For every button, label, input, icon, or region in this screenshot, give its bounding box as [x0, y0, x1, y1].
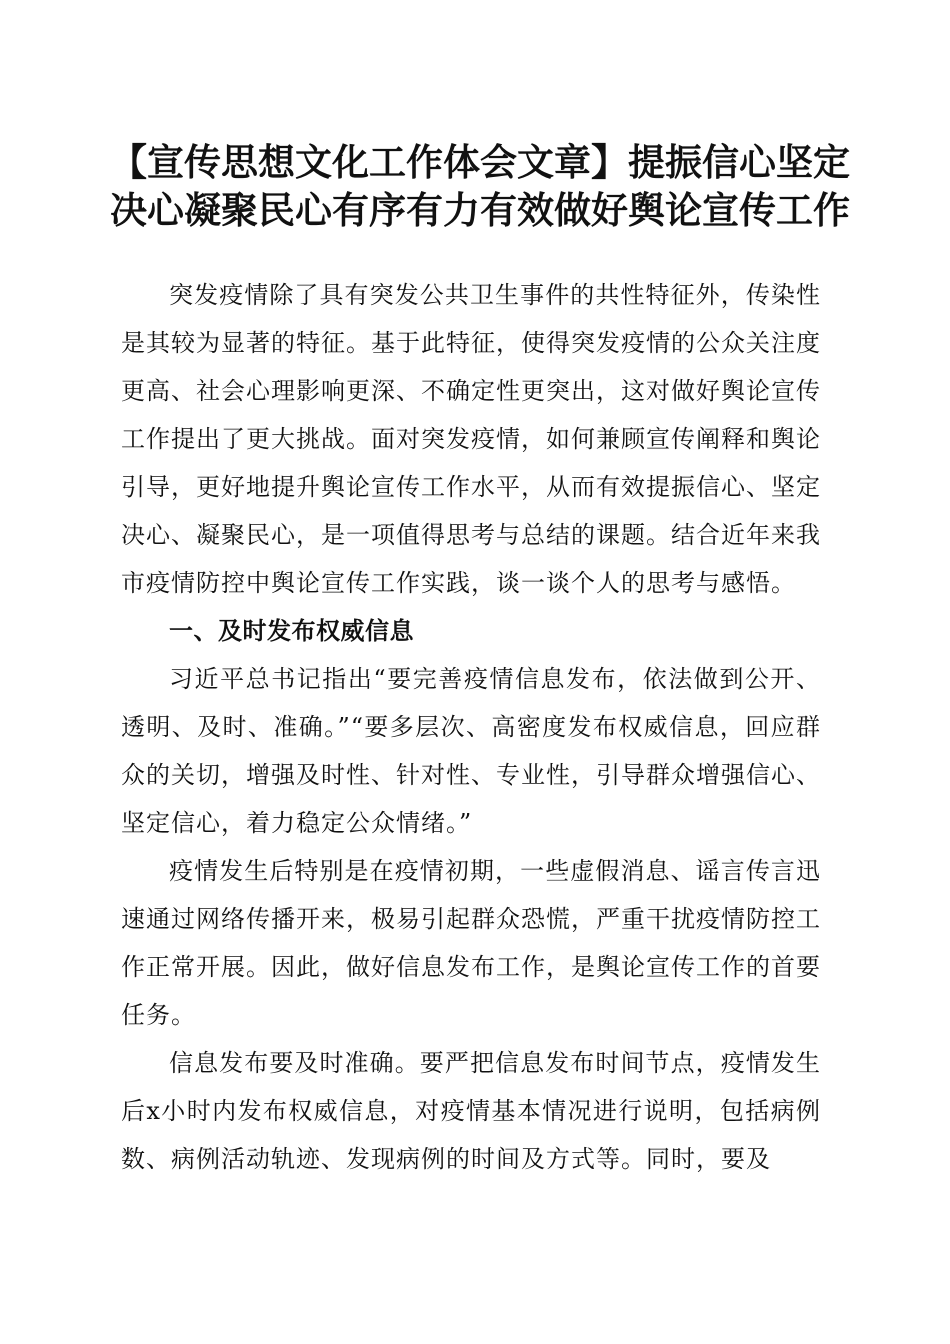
document-body: [121, 271, 821, 1183]
section-heading-1: 一、及时发布权威信息: [169, 617, 414, 645]
section1-paragraph-1: 习近平总书记指出“要完善疫情信息发布，依法做到公开、透明、及时、准确。”“要多层次、高密度发布权威信息，回应群众的关切，增强及时性、针对性、专业性，引导群众增强信心、坚定信心，着力稳定公众情绪。”: [121, 665, 821, 837]
section1-paragraph-2: 疫情发生后特别是在疫情初期，一些虚假消息、谣言传言迅速通过网络传播开来，极易引起群众恐慌，严重干扰疫情防控工作正常开展。因此，做好信息发布工作，是舆论宣传工作的首要任务。: [121, 857, 821, 1029]
section1-paragraph-3: 信息发布要及时准确。要严把信息发布时间节点，疫情发生后x小时内发布权威信息，对疫情基本情况进行说明，包括病例数、病例活动轨迹、发现病例的时间及方式等。同时，要及: [121, 1049, 821, 1173]
document-title: [110, 138, 850, 234]
title-line-2: 决心凝聚民心有序有力有效做好舆论宣传工作: [110, 188, 850, 232]
intro-paragraph: 突发疫情除了具有突发公共卫生事件的共性特征外，传染性是其较为显著的特征。基于此特征，使得突发疫情的公众关注度更高、社会心理影响更深、不确定性更突出，这对做好舆论宣传工作提出了更大挑战。面对突发疫情，如何兼顾宣传阐释和舆论引导，更好地提升舆论宣传工作水平，从而有效提振信心、坚定决心、凝聚民心，是一项值得思考与总结的课题。结合近年来我市疫情防控中舆论宣传工作实践，谈一谈个人的思考与感悟。: [121, 281, 821, 597]
title-line-1: 【宣传思想文化工作体会文章】提振信心坚定: [110, 140, 850, 184]
